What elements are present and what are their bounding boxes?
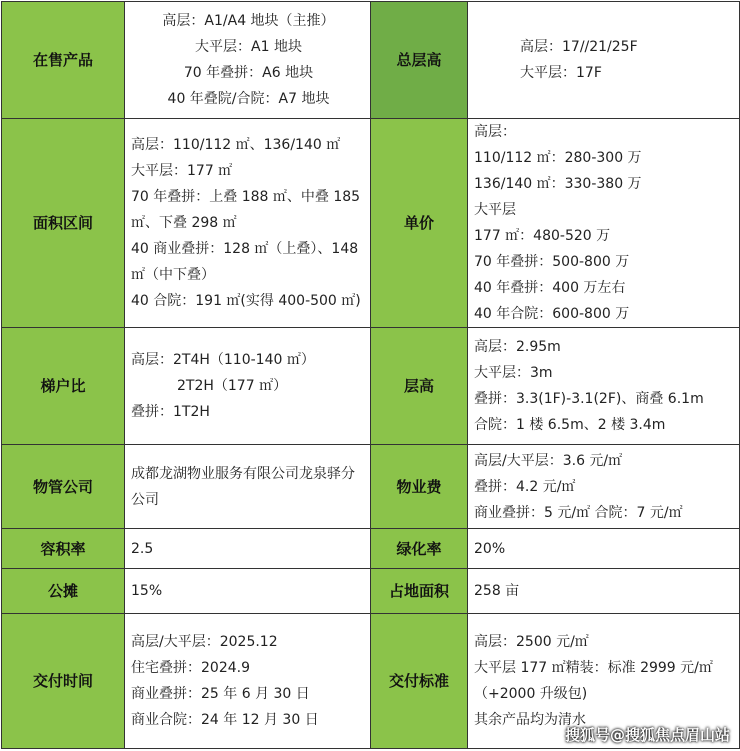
value-area-range: [125, 119, 371, 328]
value-line: 叠拼：1T2H: [131, 404, 210, 420]
table-row: [2, 328, 740, 445]
value-line: 大平层：3m: [474, 365, 553, 381]
value-line: 商业合院：24 年 12 月 30 日: [131, 712, 319, 728]
value-line: 高层：2.95m: [474, 339, 561, 355]
label-elevator-ratio: 梯户比: [2, 328, 125, 445]
label-shared-area: 公摊: [2, 569, 125, 614]
label-green-ratio: 绿化率: [371, 529, 468, 569]
label-total-floors: 总层高: [371, 2, 468, 119]
table-row: [2, 445, 740, 529]
value-unit-price: [468, 119, 740, 328]
value-line: 高层：: [474, 124, 516, 140]
value-line: 高层：2T4H（110-140 ㎡）: [131, 352, 315, 368]
value-line: 136/140 ㎡：330-380 万: [474, 176, 642, 192]
value-line: 40 年合院：600-800 万: [474, 306, 630, 322]
value-line: 2T2H（177 ㎡）: [177, 378, 288, 394]
value-line: 高层：17//21/25F: [520, 39, 638, 55]
value-products-on-sale: [125, 2, 371, 119]
value-total-floors: [468, 2, 740, 119]
value-line: 高层/大平层：2025.12: [131, 634, 278, 650]
label-area-range: 面积区间: [2, 119, 125, 328]
value-line: 大平层 177 ㎡精装：标准 2999 元/㎡: [474, 660, 713, 676]
value-property-management: [125, 445, 371, 529]
value-line: 高层：110/112 ㎡、136/140 ㎡: [131, 137, 341, 153]
value-line: 70 年叠拼：A6 地块: [183, 65, 314, 81]
value-line: 40 合院：191 ㎡(实得 400-500 ㎡): [131, 293, 361, 309]
value-elevator-ratio: [125, 328, 371, 445]
table-row: [2, 529, 740, 569]
value-line: 商业叠拼：5 元/㎡ 合院：7 元/㎡: [474, 504, 683, 521]
value-plot-ratio: [125, 529, 371, 569]
value-line: 40 年叠拼：400 万左右: [474, 280, 626, 296]
table-row: [2, 119, 740, 328]
value-line: 110/112 ㎡：280-300 万: [474, 150, 642, 166]
label-plot-ratio: 容积率: [2, 529, 125, 569]
value-property-fee: [468, 445, 740, 529]
value-line: 大平层：177 ㎡: [131, 163, 233, 179]
value-line: 70 年叠拼：上叠 188 ㎡、中叠 185 ㎡、下叠 298 ㎡: [131, 189, 361, 231]
label-delivery-standard: 交付标准: [371, 614, 468, 749]
value-line: 177 ㎡：480-520 万: [474, 228, 611, 244]
label-delivery-time: 交付时间: [2, 614, 125, 749]
value-land-area: [468, 569, 740, 614]
value-line: 大平层: [474, 202, 516, 218]
label-products-on-sale: 在售产品: [2, 2, 125, 119]
value-line: 40 年叠院/合院：A7 地块: [167, 91, 330, 107]
table-row: [2, 2, 740, 119]
value-line: 15%: [131, 583, 163, 599]
value-line: 高层/大平层：3.6 元/㎡: [474, 452, 623, 469]
value-line: 2.5: [131, 540, 154, 557]
value-line: 258 亩: [474, 583, 520, 599]
value-floor-height: [468, 328, 740, 445]
table-row: [2, 569, 740, 614]
watermark: 搜狐号@搜狐焦点眉山站: [564, 726, 730, 744]
value-line: 住宅叠拼：2024.9: [131, 660, 250, 676]
value-line: 高层：2500 元/㎡: [474, 634, 589, 650]
value-line: 40 商业叠拼：128 ㎡（上叠）、148 ㎡（中下叠）: [131, 241, 359, 283]
label-land-area: 占地面积: [371, 569, 468, 614]
value-line: （+2000 升级包): [474, 686, 588, 702]
label-unit-price: 单价: [371, 119, 468, 328]
value-line: 大平层：A1 地块: [195, 39, 302, 55]
value-line: 其余产品均为清水: [474, 712, 586, 728]
label-floor-height: 层高: [371, 328, 468, 445]
label-property-fee: 物业费: [371, 445, 468, 529]
value-green-ratio: [468, 529, 740, 569]
label-property-management: 物管公司: [2, 445, 125, 529]
value-line: 合院：1 楼 6.5m、2 楼 3.4m: [474, 417, 666, 433]
value-line: 70 年叠拼：500-800 万: [474, 254, 630, 270]
value-line: 高层：A1/A4 地块（主推）: [162, 13, 335, 29]
value-shared-area: [125, 569, 371, 614]
value-line: 商业叠拼：25 年 6 月 30 日: [131, 686, 310, 702]
value-line: 叠拼：4.2 元/㎡: [474, 478, 576, 495]
value-line: 20%: [474, 540, 506, 557]
value-line: 成都龙湖物业服务有限公司龙泉驿分公司: [131, 465, 355, 508]
value-line: 叠拼：3.3(1F)-3.1(2F)、商叠 6.1m: [474, 391, 704, 407]
value-delivery-time: [125, 614, 371, 749]
project-info-table: [1, 1, 740, 749]
value-line: 大平层：17F: [520, 65, 602, 81]
